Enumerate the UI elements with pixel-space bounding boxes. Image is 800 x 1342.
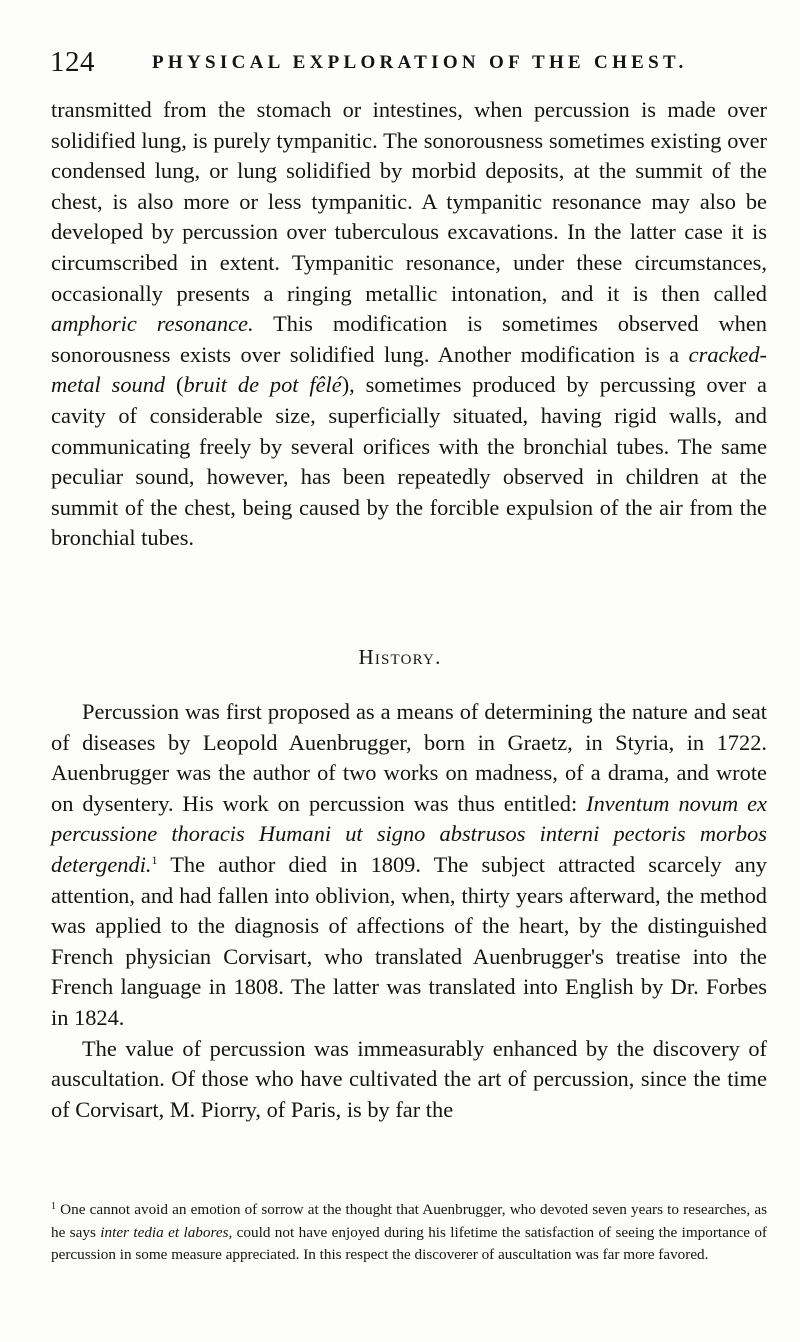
text-run: The value of percussion was immeasurably enhanced by the discovery of auscultation. Of those who have cultivated the art of percussion, since the time of Corvisart, M. Piorry, of Paris, is by far the [51,1035,767,1122]
running-title: PHYSICAL EXPLORATION OF THE CHEST. [152,52,688,73]
text-run: ( [165,372,184,398]
text-run: Percussion was first proposed as a means of determining the nature and seat of diseases by Leopold Auenbrugger, born in Graetz, in Styria, in 1722. Auenbrugger was the author of two works on madness, of a drama, and wrote on dysentery. His work on percussion was thus entitled: [51,699,767,816]
text-run: The author died in 1809. The subject attracted scarcely any attention, and had fallen into oblivion, when, thirty years afterward, the method was applied to the diagnosis of affections of the heart, by the distinguished French physician Corvisart, who translated Auenbrugger's treatise into the French language in 1808. The latter was translated into English by Dr. Forbes in 1824. [51,851,767,1030]
continuation-paragraph [51,95,767,554]
section-heading: History. [358,645,442,669]
continuation-text [51,95,767,554]
term-bruit-de-pot-fele: bruit de pot fêlé [183,372,342,398]
running-header [50,46,760,86]
footnote-reference[interactable]: 1 [151,852,158,867]
term-amphoric-resonance: amphoric resonance. [51,311,254,337]
footnote [51,1199,767,1267]
term-cracked-metal-sound: cracked-metal sound [51,341,767,398]
page-number: 124 [50,46,95,78]
text-run: This modification is sometimes observed when sonorousness exists over solidified lung. Another modification is a [51,311,767,367]
history-paragraph-2 [51,1034,767,1126]
footnote-latin: inter tedia et labores [100,1223,229,1241]
history-paragraph-1 [51,697,767,1034]
text-run: One cannot avoid an emotion of sorrow at the thought that Auenbrugger, who devoted seven years to researches, as he says [51,1201,767,1241]
text-run: transmitted from the stomach or intestines, when percussion is made over solidified lung, is purely tympanitic. The sonorousness sometimes existing over condensed lung, or lung solidified by morbid deposits, at the summit of the chest, is also more or less tympanitic. A tympanitic resonance may also be developed by percussion over tuberculous excavations. In the latter case it is circumscribed in extent. Tympanitic resonance, under these circumstances, occasionally presents a ringing metallic intonation, and it is then called [51,97,767,306]
history-section [51,697,767,1125]
latin-title: Inventum novum ex percussione thoracis Humani ut signo abstrusos interni pectoris morbos detergendi. [51,790,767,877]
text-run: ), sometimes produced by percussing over a cavity of considerable size, superficially situated, having rigid walls, and communicating freely by several orifices with the bronchial tubes. The same peculiar sound, however, has been repeatedly observed in children at the summit of the chest, being caused by the forcible expulsion of the air from the bronchial tubes. [51,372,767,551]
footnote-marker: 1 [51,1201,56,1212]
text-run: , could not have enjoyed during his lifetime the satisfaction of seeing the importance of percussion in some measure appreciated. In this respect the discoverer of auscultation was far more favored. [51,1223,767,1264]
